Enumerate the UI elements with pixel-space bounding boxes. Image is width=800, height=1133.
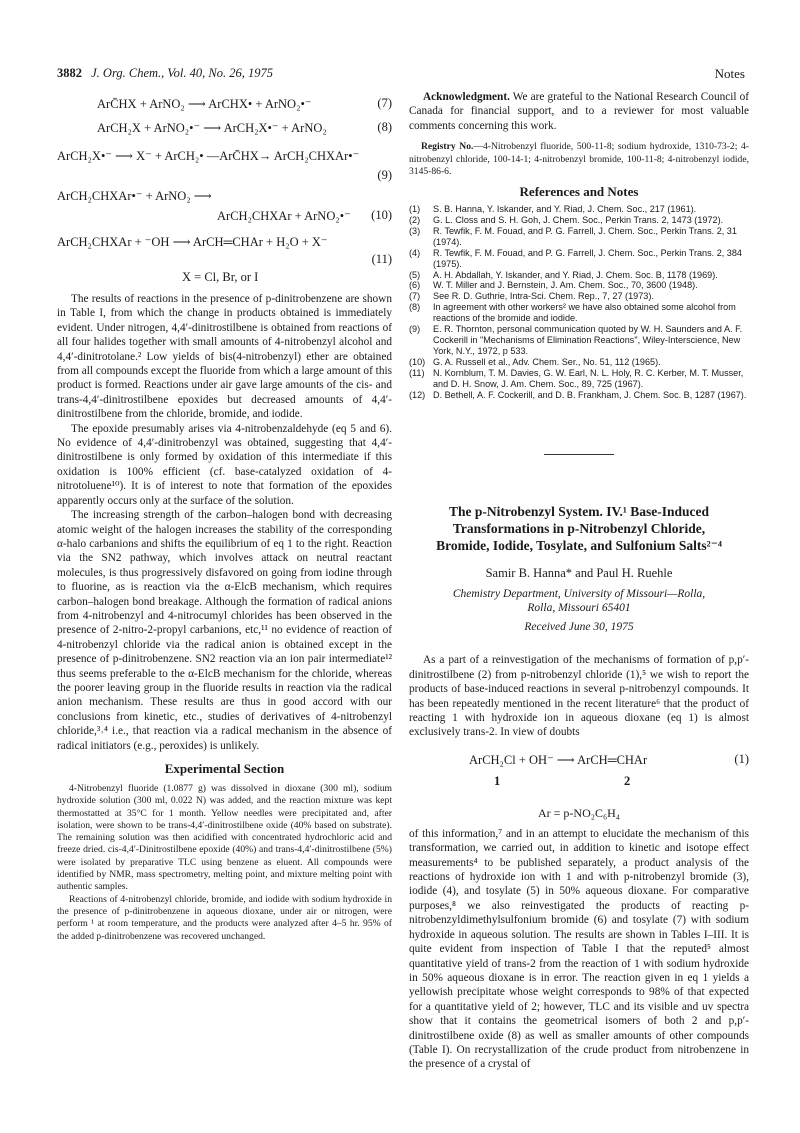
equation-7: ArC̄HX + ArNO₂ ⟶ ArCHX• + ArNO₂•⁻ <box>97 97 312 111</box>
running-header <box>57 66 273 81</box>
equation-10-lhs: ArCH₂CHXAr•⁻ + ArNO₂ ⟶ <box>57 189 212 203</box>
reference-item: (10) G. A. Russell et al., Adv. Chem. Ser., No. 51, 112 (1965). <box>409 356 661 367</box>
experimental-heading: Experimental Section <box>164 761 285 776</box>
page-number: 3882 <box>57 66 82 80</box>
reference-item: (12) D. Bethell, A. F. Cockerill, and D. B. Frankham, J. Chem. Soc. B, 1287 (1967). <box>409 389 747 400</box>
acknowledgment-label: Acknowledgment. <box>423 91 510 103</box>
reaction-equation-1 <box>409 748 749 804</box>
reference-item: (11) N. Kornblum, T. M. Davies, G. W. Earl, N. L. Holy, R. C. Kerber, M. T. Musser, and D. H. Snow, J. Am. Chem. Soc., 89, 725 (1967). <box>409 367 744 389</box>
reference-item: (3) R. Tewfik, F. M. Fouad, and P. G. Farrell, J. Chem. Soc., Perkin Trans. 2, 31 (1974). <box>409 225 737 247</box>
equation-11: ArCH₂CHXAr + ⁻OH ⟶ ArCH═CHAr + H₂O + X⁻ <box>57 235 328 249</box>
acknowledgment-text: We are grateful to the National Research Council of Canada for financial support, and to a reviewer for most valuable comments concerning this work. <box>409 91 749 132</box>
equation-block <box>57 90 392 288</box>
equation-9-number: (9) <box>377 168 392 182</box>
registry-label: Registry No. <box>421 141 474 153</box>
results-paragraph: The results of reactions in the presence of p-dinitrobenzene are shown in Table I, from which the change in products obtained is immediately evident. Under nitrogen, 4,4′-dinitrostilbene is obtained from reactions of all four halides together with small amounts of 4-nitrobenzyl alcohol and 4,4′-dinitrotolane.² Low yields of bis(4-nitrobenzyl) ether are obtained from all compounds except the fluoride from which a large amount of this product is formed. Reactions under air gave large amounts of the cis- and trans-4,4′-dinitrostilbene epoxides but decreased amounts of 4,4′-dinitrostilbene from the chloride, bromide, and iodide. <box>57 293 392 421</box>
reference-item: (9) E. R. Thornton, personal communication quoted by W. H. Saunders and A. F. Cockerill in "Mechanisms of Elimination Reactions", Wiley-Interscience, New York, N.Y., 1972, p 533. <box>409 324 743 356</box>
article-divider <box>544 454 614 455</box>
reference-item: (8) In agreement with other workers² we have also obtained some alcohol from reactions of the bromide and iodide. <box>409 302 736 324</box>
reference-list <box>409 204 749 400</box>
reference-item: (4) R. Tewfik, F. M. Fouad, and P. G. Farrell, J. Chem. Soc., Perkin Trans. 2, 384 (1975). <box>409 247 742 269</box>
aryl-definition: Ar = p-NO₂C₆H₄ <box>538 805 620 820</box>
references-heading: References and Notes <box>519 184 639 200</box>
left-column <box>57 90 392 943</box>
reference-item: (6) W. T. Miller and J. Bernstein, J. Am. Chem. Soc., 70, 3600 (1948). <box>409 280 698 291</box>
affiliation-line-1: Chemistry Department, University of Missouri—Rolla, <box>452 588 706 601</box>
acknowledgment <box>409 90 749 133</box>
equation-9: ArCH₂X•⁻ ⟶ X⁻ + ArCH₂• —ArC̄HX→ ArCH₂CHXAr•⁻ <box>57 149 360 163</box>
authors: Samir B. Hanna* and Paul H. Ruehle <box>485 566 673 581</box>
equation-8: ArCH₂X + ArNO₂•⁻ ⟶ ArCH₂X•⁻ + ArNO₂ <box>97 121 327 135</box>
reaction-number: (1) <box>734 751 749 766</box>
equation-7-number: (7) <box>377 96 392 110</box>
references <box>409 184 749 400</box>
registry-numbers <box>409 141 749 178</box>
reference-item: (7) See R. D. Guthrie, Intra-Sci. Chem. Rep., 7, 27 (1973). <box>409 291 654 302</box>
received-date: Received June 30, 1975 <box>524 621 634 634</box>
equation-8-number: (8) <box>377 120 392 134</box>
compound-label-1: 1 <box>494 773 501 788</box>
equation-11-number: (11) <box>371 252 392 266</box>
article-paragraph-1: As a part of a reinvestigation of the mechanisms of formation of p,p′-dinitrostilbene (2) from p-nitrobenzyl chloride (1),⁵ we wish to report the products of base-induced reactions in several p-nitrobenzyl compounds. It has been repeatedly mentioned in the recent literature⁶ that the product of reacting 1 with hydroxide ion in aqueous dioxane (eq 1) is almost exclusively trans-2. In view of doubts <box>409 654 749 739</box>
registry-text: —4-Nitrobenzyl fluoride, 500-11-8; sodium hydroxide, 1310-73-2; 4-nitrobenzyl chloride, 100-14-1; 4-nitrobenzyl bromide, 100-11-8; 4-nitrobenzyl iodide, 3145-86-6. <box>409 141 749 177</box>
article-title-line-3: Bromide, Iodide, Tosylate, and Sulfonium Salts²⁻⁴ <box>436 538 722 554</box>
experimental-paragraph-1: 4-Nitrobenzyl fluoride (1.0877 g) was dissolved in dioxane (300 ml), sodium hydroxide solution (300 ml, 0.022 N) was added, and the reaction mixture was kept thermostatted at 35°C for 1 month. Yellow needles were precipitated and, after isolation, were shown to be trans-4,4′-dinitrostilbene oxide (40% based on substrate). The remaining solution was then acidified with concentrated hydrochloric acid and freeze dried. cis-4,4′-Dinitrostilbene epoxide (40%) and trans-4,4′-dinitrostilbene (5%) were isolated by preparative TLC using benzene as eluent. All compounds were identified by NMR, mass spectrometry, melting point, and mixture melting point with authentic samples. <box>57 783 392 893</box>
reference-item: (1) S. B. Hanna, Y. Iskander, and Y. Riad, J. Chem. Soc., 217 (1961). <box>409 204 697 215</box>
reaction-text: ArCH₂Cl + OH⁻ ⟶ ArCH═CHAr <box>469 752 648 767</box>
epoxide-paragraph: The epoxide presumably arises via 4-nitrobenzaldehyde (eq 5 and 6). No evidence of 4,4′-dinitrobenzyl was obtained, suggesting that 4,4′-dinitrostilbene is only formed by oxidation of this intermediate if this oxidation is 100% efficient (cf. base-catalyzed oxidation of 4-nitrotoluene¹⁰). It is of interest to note that formation of the epoxides apparently occurs only at the surface of the solution. <box>57 422 392 507</box>
halogen-definition: X = Cl, Br, or I <box>182 270 259 284</box>
mechanism-paragraph: The increasing strength of the carbon–halogen bond with decreasing atomic weight of the halogen increases the stability of the corresponding α-halo carbanions and shifts the equilibrium of eq 1 to the right. Reaction via the SN2 pathway, which involves attack on neutral reactant molecules, is thus progressively disfavored on going from iodine through to fluorine, as is reaction via the α-ElcB mechanism, which requires carbon–halogen bond breakage. Although the formation of radical anions from 4-nitrobenzyl and 4-nitrocumyl chlorides has been observed in the presence of 2-nitro-2-propyl carbanions, etc,¹¹ no evidence of reaction of 4-nitrobenzyl chloride via the radical anion is obtained except in the presence of p-dinitrobenzene. SN2 reaction via an ion pair intermediate¹² thus seems preferable to the α-ElcB mechanism for the chloride, whereas the poorer leaving group in the fluoride results in reaction via the radical anion mechanism. These results are thus in good accord with our conclusions from kinetic, etc., studies of derivatives of 4-nitrobenzyl chloride,³˒⁴ i.e., that reaction via a radical mechanism in the absence of radical initiators (e.g., peroxides) is unlikely. <box>57 509 392 752</box>
equation-10-rhs: ArCH₂CHXAr + ArNO₂•⁻ <box>217 209 351 223</box>
article-title-line-2: Transformations in p-Nitrobenzyl Chloride, <box>452 521 706 537</box>
compound-label-2: 2 <box>624 773 631 788</box>
article-title-line-1: The p-Nitrobenzyl System. IV.¹ Base-Induced <box>448 504 710 520</box>
section-label: Notes <box>714 66 745 81</box>
reference-item: (5) A. H. Abdallah, Y. Iskander, and Y. Riad, J. Chem. Soc. B, 1178 (1969). <box>409 269 718 280</box>
experimental-paragraph-2: Reactions of 4-nitrobenzyl chloride, bromide, and iodide with sodium hydroxide in the presence of p-dinitrobenzene in aqueous dioxane, under air or nitrogen, were perform ¹ at room temperature, and the products were analyzed after 4–5 hr. 95% of the added p-dinitrobenzene was recovered unchanged. <box>57 893 392 942</box>
affiliation-line-2: Rolla, Missouri 65401 <box>527 602 631 615</box>
equation-10-number: (10) <box>371 208 392 222</box>
reference-item: (2) G. L. Closs and S. H. Goh, J. Chem. Soc., Perkin Trans. 2, 1473 (1972). <box>409 215 724 226</box>
article-paragraph-2: of this information,⁷ and in an attempt to elucidate the mechanism of this transformation, we carried out, in addition to kinetic and isotope effect measurements⁴ to be published separately, a product analysis of the reactions of hydroxide ion with 1 and with p-nitrobenzyl bromide (3), iodide (4), and tosylate (5) in 50% aqueous dioxane. For comparative purposes,⁸ we also reinvestigated the products of reacting p-nitrobenzyldimethylsulfonium bromide (6) and tosylate (7) with sodium hydroxide in aqueous solution. The results are shown in Tables I–III. It is quite evident from inspection of Table I that the reputed⁵ almost quantitative yield of trans-2 from the reaction of 1 with sodium hydroxide in 50% aqueous dioxane is in error. The reaction given in eq 1 yields a yellowish precipitate whose weight corresponds to 98% of that expected for a quantitative yield of 2; however, TLC and its visible and uv spectra show that it contains the geometrical isomers of both 2 and p,p′-dinitrostilbene oxide (8) as well as smaller amounts of other compounds (Table I). On recrystallization of the crude product from nitrobenzene in the presence of a crystal of <box>409 827 749 1071</box>
journal-citation: J. Org. Chem., Vol. 40, No. 26, 1975 <box>91 66 273 80</box>
right-column <box>409 90 749 1072</box>
